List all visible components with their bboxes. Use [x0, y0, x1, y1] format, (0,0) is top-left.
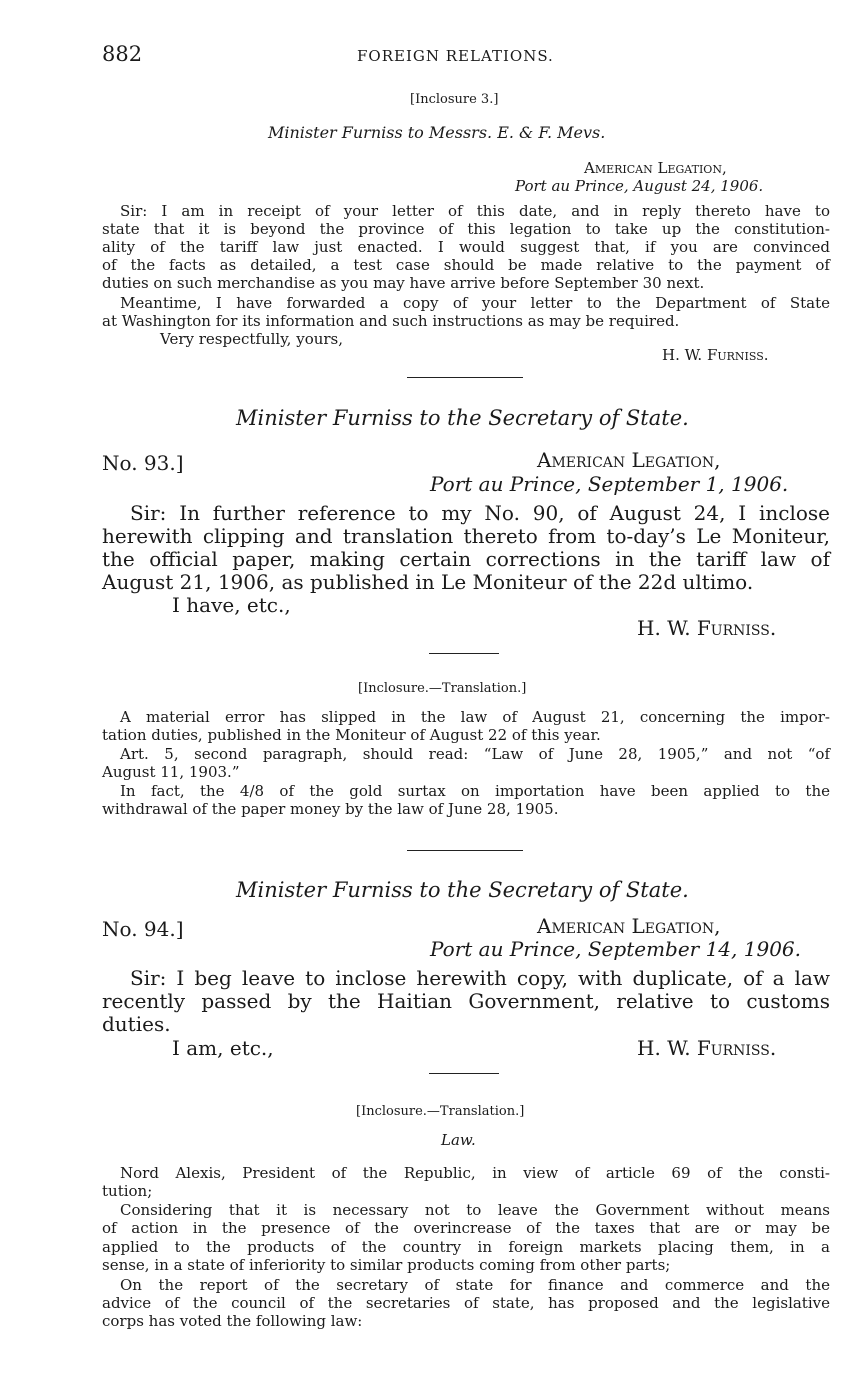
inclosure3-line-5: applied to the products of the country in foreign markets placing them, in a: [102, 1238, 830, 1256]
inclosure3-line-7: On the report of the secretary of state for finance and commerce and the: [120, 1276, 830, 1294]
letter1-line-6: Meantime, I have forwarded a copy of your letter to the Department of State: [120, 294, 830, 312]
inclosure2-line-3: Art. 5, second paragraph, should read: “Law of June 28, 1905,” and not “of: [120, 745, 830, 763]
inclosure3-line-8: advice of the council of the secretaries of state, has proposed and the legislative: [102, 1294, 830, 1312]
letter3-closing: I am, etc.,: [172, 1036, 274, 1060]
letter3-title: Minister Furniss to the Secretary of State.: [236, 878, 689, 902]
separator-rule-2: [429, 653, 499, 654]
inclosure2-line-6: withdrawal of the paper money by the law of June 28, 1905.: [102, 800, 559, 818]
inclosure3-line-2: tution;: [102, 1182, 153, 1200]
letter1-title: Minister Furniss to Messrs. E. & F. Mevs.: [268, 123, 606, 142]
letter1-closing: Very respectfully, yours,: [160, 330, 344, 348]
letter1-line-4: of the facts as detailed, a test case should be made relative to the payment of: [102, 256, 830, 274]
letter3-place: American Legation,: [537, 914, 721, 938]
letter1-date: Port au Prince, August 24, 1906.: [515, 177, 764, 195]
inclosure2-line-2: tation duties, published in the Moniteur of August 22 of this year.: [102, 726, 601, 744]
inclosure3-line-3: Considering that it is necessary not to leave the Government without means: [120, 1201, 830, 1219]
letter3-date: Port au Prince, September 14, 1906.: [430, 937, 802, 961]
letter1-line-5: duties on such merchandise as you may have arrive before September 30 next.: [102, 274, 705, 292]
letter3-number: No. 94.]: [102, 917, 184, 941]
inclosure-translation-heading-2: [Inclosure.—Translation.]: [356, 1104, 525, 1119]
separator-rule-1: [407, 377, 523, 378]
letter2-line-1: Sir: In further reference to my No. 90, of August 24, I inclose: [130, 501, 830, 525]
letter1-line-2: state that it is beyond the province of this legation to take up the constitution-: [102, 220, 830, 238]
running-title: FOREIGN RELATIONS.: [357, 47, 554, 65]
letter2-number: No. 93.]: [102, 451, 184, 475]
letter2-line-3: the official paper, making certain corrections in the tariff law of: [102, 547, 830, 571]
letter2-line-2: herewith clipping and translation thereto from to-day’s Le Moniteur,: [102, 524, 830, 548]
inclosure-translation-heading-1: [Inclosure.—Translation.]: [358, 681, 527, 696]
letter2-title: Minister Furniss to the Secretary of State.: [236, 406, 689, 430]
letter2-place: American Legation,: [537, 448, 721, 472]
inclosure3-line-1: Nord Alexis, President of the Republic, in view of article 69 of the consti-: [120, 1164, 830, 1182]
inclosure3-line-6: sense, in a state of inferiority to similar products coming from other parts;: [102, 1256, 671, 1274]
letter3-line-3: duties.: [102, 1012, 171, 1036]
letter1-line-1: Sir: I am in receipt of your letter of this date, and in reply thereto have to: [120, 202, 830, 220]
page-number: 882: [102, 42, 143, 66]
letter1-line-3: ality of the tariff law just enacted. I would suggest that, if you are convinced: [102, 238, 830, 256]
separator-rule-3: [407, 850, 523, 851]
inclosure2-line-1: A material error has slipped in the law of August 21, concerning the impor-: [120, 708, 830, 726]
inclosure3-line-4: of action in the presence of the overincrease of the taxes that are or may be: [102, 1219, 830, 1237]
law-heading: Law.: [441, 1131, 476, 1149]
letter3-signature: H. W. Furniss.: [637, 1036, 777, 1060]
inclosure3-line-9: corps has voted the following law:: [102, 1312, 363, 1330]
inclosure2-line-5: In fact, the 4/8 of the gold surtax on importation have been applied to the: [120, 782, 830, 800]
letter3-line-1: Sir: I beg leave to inclose herewith copy, with duplicate, of a law: [130, 966, 830, 990]
letter1-signature: H. W. Furniss.: [662, 346, 769, 364]
letter2-closing: I have, etc.,: [172, 593, 291, 617]
letter1-place: American Legation,: [584, 159, 727, 177]
inclosure2-line-4: August 11, 1903.”: [102, 763, 240, 781]
letter1-line-7: at Washington for its information and such instructions as may be required.: [102, 312, 680, 330]
separator-rule-4: [429, 1073, 499, 1074]
letter2-signature: H. W. Furniss.: [637, 616, 777, 640]
letter2-date: Port au Prince, September 1, 1906.: [430, 472, 789, 496]
inclosure-3-label: [Inclosure 3.]: [410, 92, 499, 107]
letter3-line-2: recently passed by the Haitian Government, relative to customs: [102, 989, 830, 1013]
letter2-line-4: August 21, 1906, as published in Le Moniteur of the 22d ultimo.: [102, 570, 754, 594]
